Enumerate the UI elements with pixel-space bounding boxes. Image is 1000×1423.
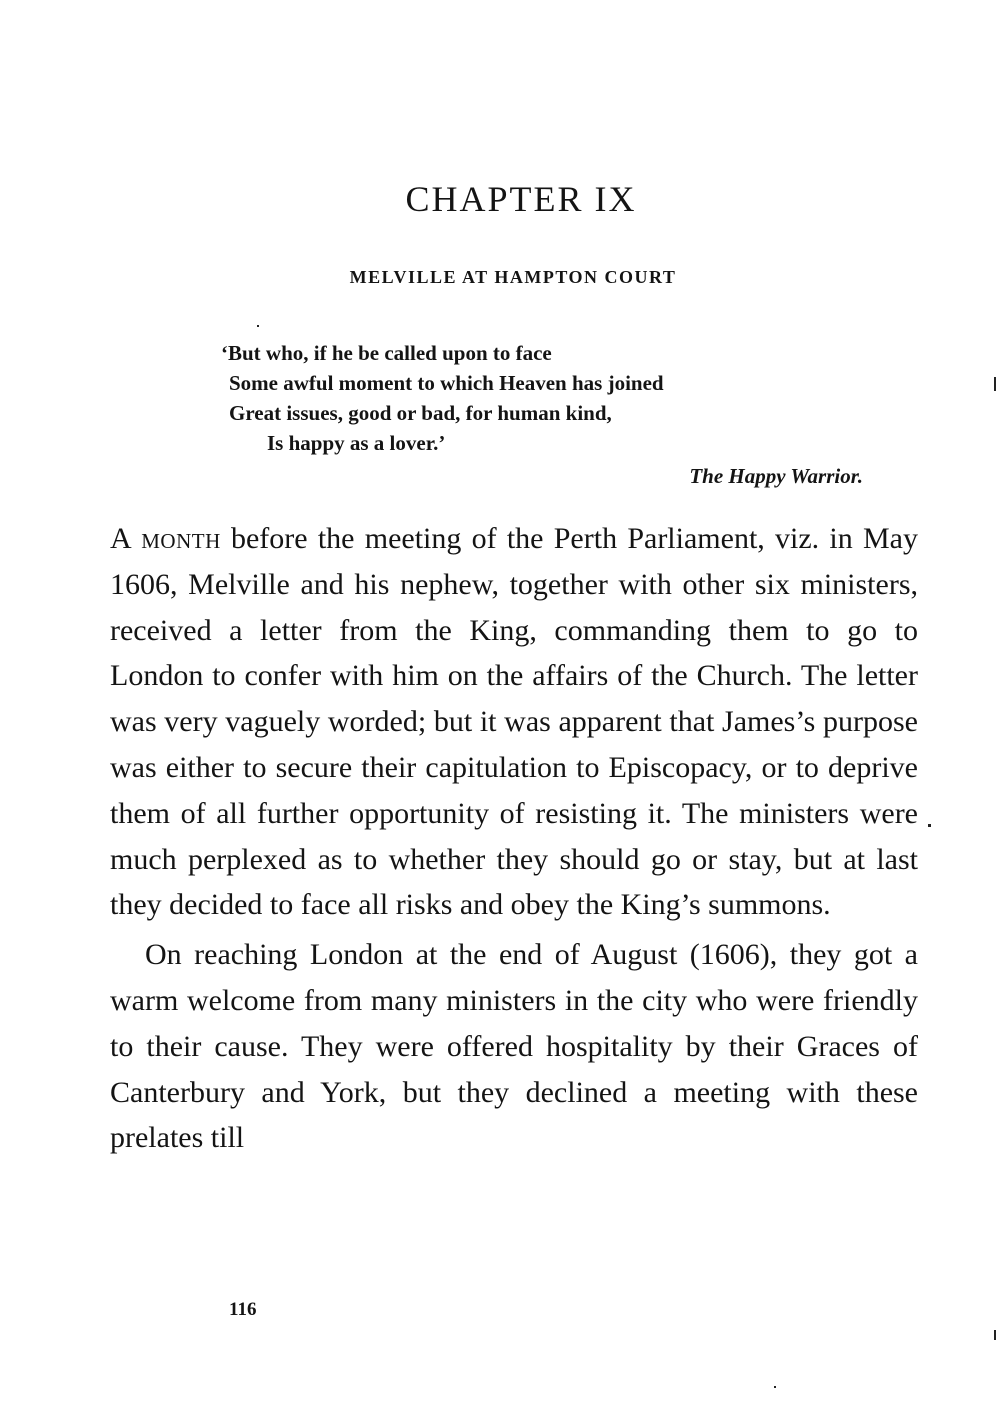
scan-speck — [928, 824, 931, 827]
scan-speck — [257, 325, 259, 327]
paragraph-text: On reaching London at the end of August (1606), they got a warm welcome from many ministers in the city who were friendly to their cause. They were offered hospitality by their Graces of Canterbury and York, but they declined a meeting with these prelates till — [110, 938, 918, 1155]
paragraph — [110, 516, 918, 928]
epigraph-line: ‘But who, if he be called upon to face — [221, 341, 552, 365]
page-number: 116 — [229, 1299, 257, 1320]
epigraph — [221, 338, 664, 458]
scan-speck — [994, 1330, 996, 1340]
paragraph-lead: A month — [110, 522, 221, 555]
chapter-title: CHAPTER IX — [405, 179, 637, 219]
paragraph-text: before the meeting of the Perth Parliament, viz. in May 1606, Melville and his nephew, together with other six ministers, received a letter from the King, commanding them to go to London to confer with him on the affairs of the Church. The letter was very vaguely worded; but it was apparent that James’s purpose was either to secure their capitulation to Episcopacy, or to deprive them of all further opportunity of resisting it. The ministers were much perplexed as to whether they should go or stay, but at last they decided to face all risks and obey the King’s summons. — [110, 522, 918, 922]
scan-speck — [994, 377, 996, 391]
paragraph — [110, 932, 918, 1161]
epigraph-line: Is happy as a lover.’ — [267, 431, 446, 455]
scan-speck — [774, 1386, 776, 1388]
chapter-subtitle: MELVILLE AT HAMPTON COURT — [349, 267, 677, 287]
epigraph-source: The Happy Warrior. — [689, 464, 863, 488]
body-text — [110, 516, 918, 1161]
epigraph-line: Some awful moment to which Heaven has joined — [229, 371, 664, 395]
epigraph-line: Great issues, good or bad, for human kind, — [229, 401, 612, 425]
